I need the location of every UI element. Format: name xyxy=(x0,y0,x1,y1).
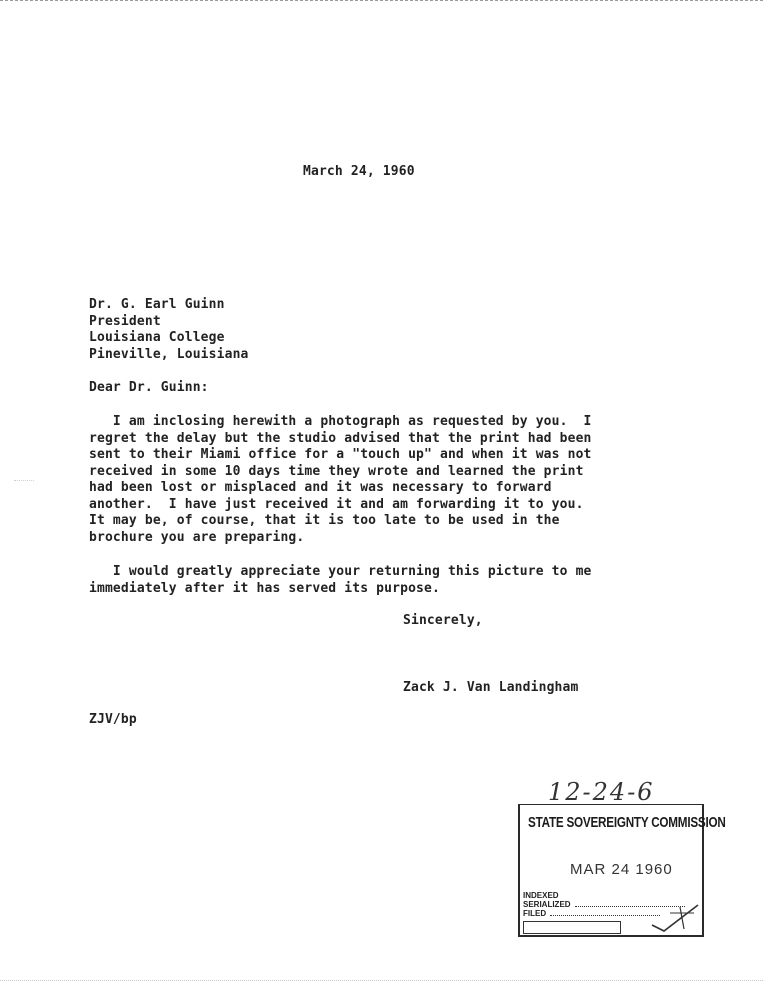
margin-smudge xyxy=(14,480,34,489)
body-line: brochure you are preparing. xyxy=(89,529,305,545)
page-bottom-edge xyxy=(0,980,763,983)
salutation: Dear Dr. Guinn: xyxy=(89,380,209,395)
address-line: President xyxy=(89,313,161,329)
stamp-indexed-row xyxy=(523,891,559,900)
typist-initials: ZJV/bp xyxy=(89,712,137,727)
stamp-filed-label: FILED xyxy=(523,909,547,918)
dotted-line xyxy=(550,909,660,916)
stamp-serialized-label: SERIALIZED xyxy=(523,900,571,909)
closing: Sincerely, xyxy=(403,613,483,628)
page-top-edge xyxy=(0,0,763,3)
handwritten-file-number: 12-24-6 xyxy=(548,778,655,806)
body-line: I am inclosing herewith a photograph as requested by you. I xyxy=(89,414,592,429)
address-line: Louisiana College xyxy=(89,330,225,345)
letter-date: March 24, 1960 xyxy=(303,164,415,179)
stamp-title: STATE SOVEREIGNTY COMMISSION xyxy=(528,814,726,831)
address-line: Pineville, Louisiana xyxy=(89,346,249,362)
body-line: sent to their Miami office for a "touch up" and when it was not xyxy=(89,447,592,462)
stamp-box xyxy=(523,921,621,934)
address-line: Dr. G. Earl Guinn xyxy=(89,297,225,312)
recipient-address xyxy=(89,297,249,363)
check-mark-icon xyxy=(650,903,702,933)
body-line: It may be, of course, that it is too late to be used in the xyxy=(89,513,560,528)
stamp-date: MAR 24 1960 xyxy=(570,861,673,878)
body-line: had been lost or misplaced and it was necessary to forward xyxy=(89,480,552,495)
signer-name: Zack J. Van Landingham xyxy=(403,680,579,695)
filing-stamp xyxy=(518,804,726,937)
body-line: regret the delay but the studio advised that the print had been xyxy=(89,430,592,446)
body-paragraph-1 xyxy=(89,414,592,546)
body-line: received in some 10 days time they wrote and learned the print xyxy=(89,463,584,479)
body-paragraph-2 xyxy=(89,564,592,597)
stamp-indexed-label: INDEXED xyxy=(523,891,559,900)
body-line: another. I have just received it and am forwarding it to you. xyxy=(89,496,584,512)
body-line: I would greatly appreciate your returning this picture to me xyxy=(89,564,592,579)
body-line: immediately after it has served its purpose. xyxy=(89,580,440,596)
stamp-filed-row xyxy=(523,909,660,918)
